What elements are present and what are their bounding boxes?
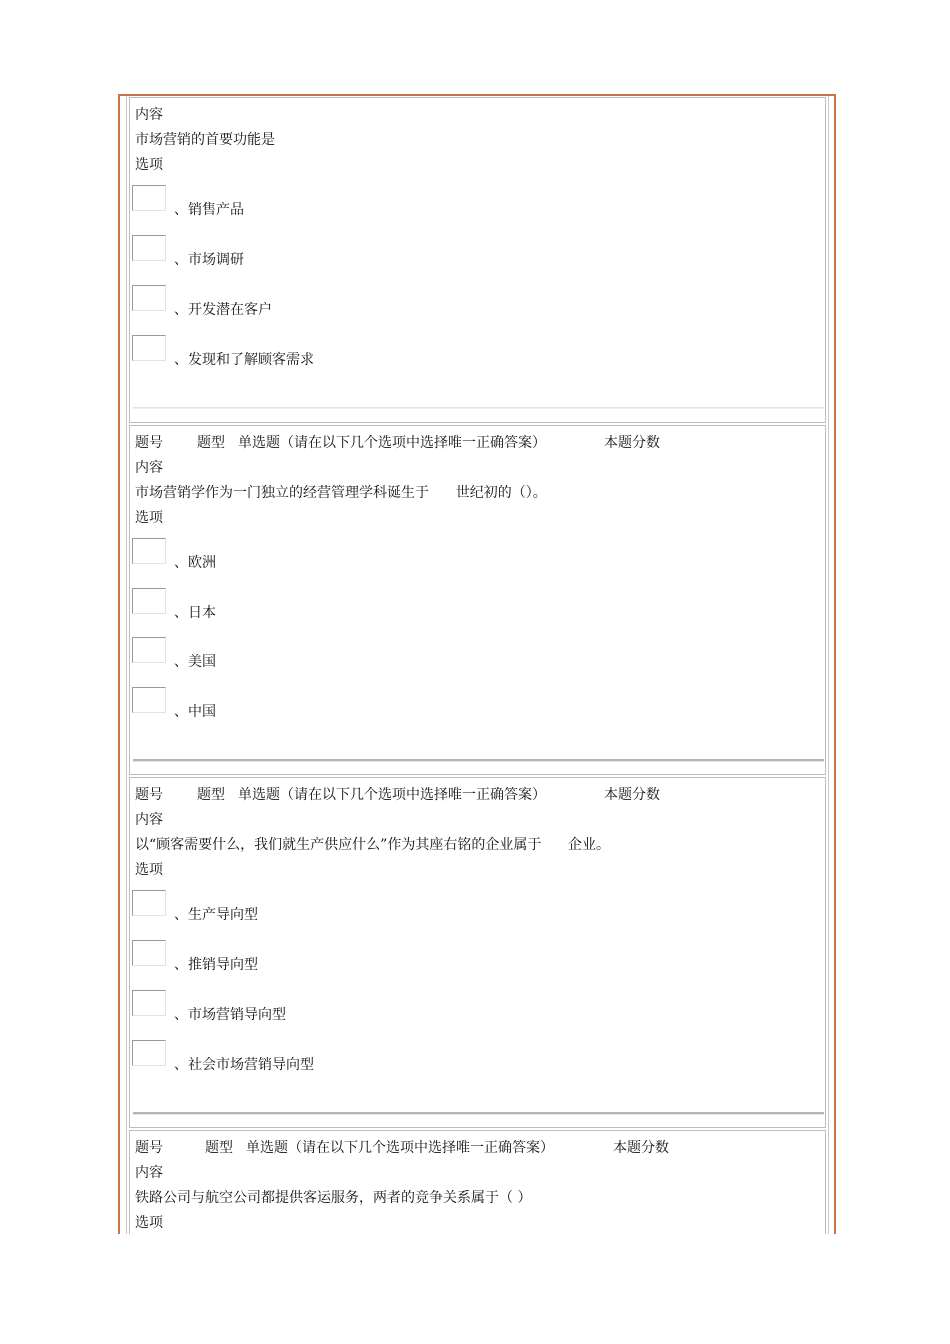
question-header [130,786,825,804]
option-label: 、市场营销导向型 [174,1007,286,1023]
option-checkbox[interactable] [132,185,166,211]
option-label: 、发现和了解顾客需求 [174,352,314,368]
option-checkbox[interactable] [132,637,166,663]
question-panel-2 [129,425,826,775]
option-checkbox[interactable] [132,940,166,966]
score-label: 本题分数 [613,1140,669,1156]
question-text: 市场营销的首要功能是 [135,132,275,148]
options-label: 选项 [135,510,163,526]
option-checkbox[interactable] [132,588,166,614]
question-type-label: 题型 [205,1140,233,1156]
options-label: 选项 [135,157,163,173]
option-checkbox[interactable] [132,1040,166,1066]
option-checkbox[interactable] [132,235,166,261]
score-label: 本题分数 [604,787,660,803]
option-label: 、开发潜在客户 [174,302,272,318]
content-label: 内容 [135,107,163,123]
question-text: 市场营销学作为一门独立的经营管理学科诞生于 世纪初的（）。 [135,485,547,501]
question-number-label: 题号 [135,1140,163,1156]
question-header [130,1139,825,1157]
question-panel-4 [129,1130,826,1234]
option-label: 、生产导向型 [174,907,258,923]
question-text: 铁路公司与航空公司都提供客运服务，两者的竞争关系属于（ ） [135,1190,532,1206]
question-panel-3 [129,777,826,1128]
question-type-label: 题型 [197,435,225,451]
options-label: 选项 [135,1215,163,1231]
question-number-label: 题号 [135,787,163,803]
question-header [130,434,825,452]
option-label: 、美国 [174,654,216,670]
inner-border-left [126,96,127,1234]
option-checkbox[interactable] [132,890,166,916]
option-label: 、日本 [174,605,216,621]
separator [133,407,824,409]
question-type-value: 单选题（请在以下几个选项中选择唯一正确答案） [246,1140,554,1156]
score-label: 本题分数 [604,435,660,451]
option-checkbox[interactable] [132,538,166,564]
content-label: 内容 [135,460,163,476]
question-number-label: 题号 [135,435,163,451]
separator [133,759,824,762]
option-checkbox[interactable] [132,687,166,713]
separator [133,1112,824,1115]
option-label: 、市场调研 [174,252,244,268]
content-label: 内容 [135,812,163,828]
question-text: 以“顾客需要什么，我们就生产供应什么”作为其座右铭的企业属于 企业。 [135,837,611,853]
question-type-label: 题型 [197,787,225,803]
option-checkbox[interactable] [132,335,166,361]
options-label: 选项 [135,862,163,878]
question-panel-1 [129,97,826,423]
question-type-value: 单选题（请在以下几个选项中选择唯一正确答案） [238,435,546,451]
option-checkbox[interactable] [132,285,166,311]
option-checkbox[interactable] [132,990,166,1016]
option-label: 、中国 [174,704,216,720]
inner-border-right [828,96,829,1234]
question-type-value: 单选题（请在以下几个选项中选择唯一正确答案） [238,787,546,803]
content-label: 内容 [135,1165,163,1181]
option-label: 、欧洲 [174,555,216,571]
option-label: 、推销导向型 [174,957,258,973]
option-label: 、销售产品 [174,202,244,218]
option-label: 、社会市场营销导向型 [174,1057,314,1073]
